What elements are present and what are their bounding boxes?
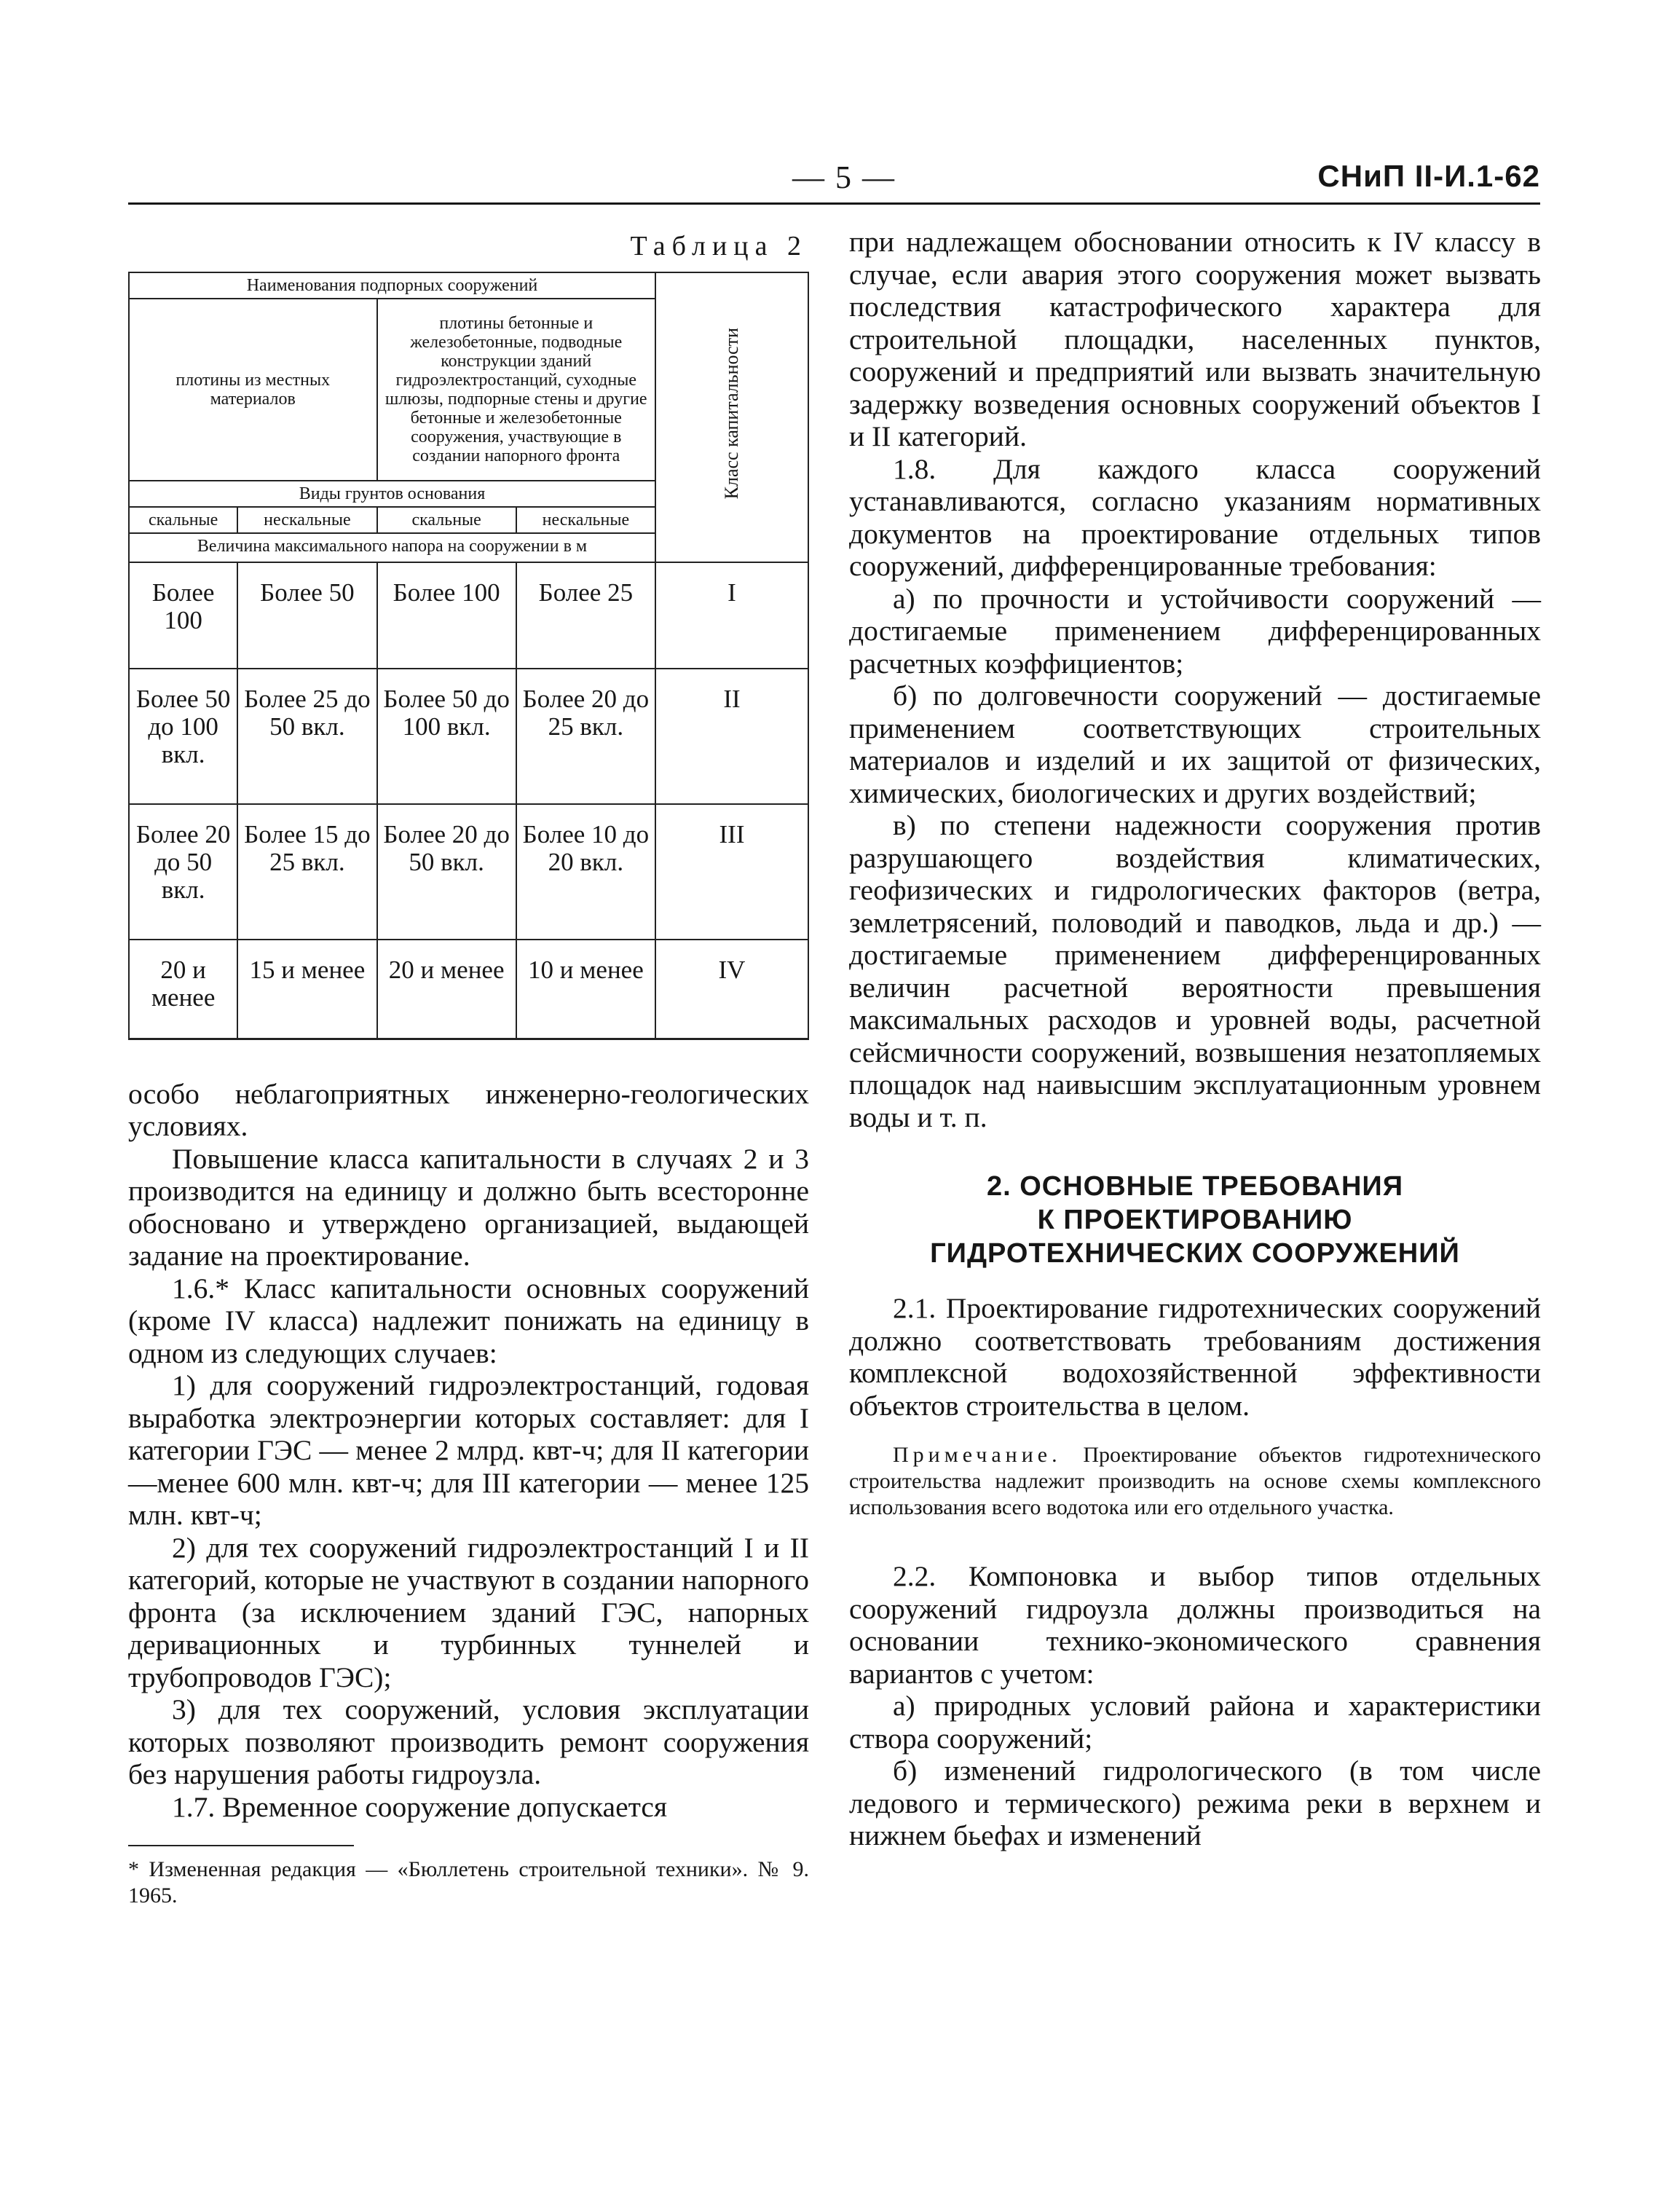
table-row — [129, 804, 808, 940]
right-column — [849, 226, 1541, 1852]
right-paragraph-5: в) по степени надежности сооружения против разрушающего воздействия климатических, геофизических и гидрологических факторов (ветра, землетрясений, половодий и паводков, льда и др.) — достигаемые применением дифференцированных величин расчетной вероятности превышения максимальных расходов и уровней воды, расчетной сейсмичности сооружений, возвышения незатопляемых площадок над наивысшим эксплуатационным уровнем воды и т. п. — [849, 809, 1541, 1133]
head-class: Класс капитальности — [721, 328, 742, 500]
cell: 10 и менее — [516, 940, 655, 1039]
class-cell: IV — [655, 940, 808, 1039]
header-rule — [128, 202, 1540, 205]
soil-type: нескальные — [237, 507, 376, 533]
left-column — [128, 226, 809, 1909]
left-paragraph-2: Повышение класса капитальности в случаях 2 и 3 производится на единицу и должно быть всесторонне обосновано и утверждено организацией, выдающей задание на проектирование. — [128, 1142, 809, 1272]
left-paragraph-7: 1.7. Временное сооружение допускается — [172, 1790, 668, 1823]
left-paragraph-1: особо неблагоприятных инженерно-геологических условиях. — [128, 1077, 809, 1142]
cell: 20 и менее — [377, 940, 516, 1039]
head-pressure: Величина максимального напора на сооружении в м — [129, 533, 655, 562]
table-2 — [128, 272, 809, 1040]
cell: 20 и менее — [129, 940, 237, 1039]
table-row — [129, 940, 808, 1039]
soil-type: нескальные — [516, 507, 655, 533]
cell: Более 10 до 20 вкл. — [516, 804, 655, 940]
right-paragraph-7: 2.2. Компоновка и выбор типов отдельных сооружений гидроузла должны производиться на основании технико-экономического сравнения вариантов с учетом: — [849, 1560, 1541, 1690]
left-paragraph-5: 2) для тех сооружений гидроэлектростанций I и II категорий, которые не участвуют в создании напорного фронта (за исключением зданий ГЭС, напорных деривационных и турбинных туннелей и трубопроводов ГЭС); — [128, 1531, 809, 1693]
left-paragraph-3: 1.6.* Класс капитальности основных сооружений (кроме IV класса) надлежит понижать на единицу в одном из следующих случаев: — [128, 1272, 809, 1369]
footnote-rule — [128, 1845, 354, 1846]
table-row — [129, 669, 808, 804]
cell: Более 25 — [516, 562, 655, 669]
right-paragraph-2: 1.8. Для каждого класса сооружений устанавливаются, согласно указаниям нормативных документов на проектирование отдельных типов сооружений, дифференцированные требования: — [849, 452, 1541, 582]
section-title-line: 2. ОСНОВНЫЕ ТРЕБОВАНИЯ — [986, 1171, 1404, 1202]
right-paragraph-8: а) природных условий района и характеристики створа сооружений; — [849, 1690, 1541, 1755]
head-soils: Виды грунтов основания — [129, 481, 655, 507]
document-code: СНиП II-И.1-62 — [1317, 159, 1540, 193]
class-cell: III — [655, 804, 808, 940]
section-title-line: ГИДРОТЕХНИЧЕСКИХ СООРУЖЕНИЙ — [930, 1238, 1460, 1269]
page-number: — 5 — — [792, 160, 896, 195]
footnote: * Измененная редакция — «Бюллетень строительной техники». № 9. 1965. — [128, 1857, 809, 1908]
cell: Более 15 до 25 вкл. — [237, 804, 376, 940]
class-cell: I — [655, 562, 808, 669]
left-paragraph-6: 3) для тех сооружений, условия эксплуатации которых позволяют производить ремонт сооружения без нарушения работы гидроузла. — [128, 1693, 809, 1790]
note-text: Проектирование объектов гидротехнического строительства надлежит производить на основе схемы комплексного использования всего водотока или его отдельного участка. — [849, 1443, 1541, 1519]
cell: Более 100 — [129, 562, 237, 669]
cell: Более 50 — [237, 562, 376, 669]
right-paragraph-1: при надлежащем обосновании относить к IV классу в случае, если авария этого сооружения может вызвать последствия катастрофического характера для строительной площадки, населенных пунктов, сооружений и предприятий или вызвать значительную задержку возведения основных сооружений объектов I и II категорий. — [849, 226, 1541, 452]
class-cell: II — [655, 669, 808, 804]
right-paragraph-9: б) изменений гидрологического (в том числе ледового и термического) режима реки в верхнем и нижнем бьефах и изменений — [849, 1755, 1541, 1851]
note — [849, 1442, 1541, 1521]
cell: Более 50 до 100 вкл. — [129, 669, 237, 804]
section-title — [849, 1170, 1541, 1270]
head-dams-concrete: плотины бетонные и железобетонные, подводные конструкции зданий гидроэлектростанций, суходные шлюзы, подпорные стены и другие бетонные и железобетонные сооружения, участвующие в создании напорного фронта — [377, 299, 656, 481]
right-paragraph-6: 2.1. Проектирование гидротехнических сооружений должно соответствовать требованиям достижения комплексной водохозяйственной эффективности объектов строительства в целом. — [849, 1292, 1541, 1422]
soil-type: скальные — [377, 507, 516, 533]
table-caption: Таблица 2 — [630, 231, 808, 261]
right-paragraph-3: а) по прочности и устойчивости сооружений — достигаемые применением дифференцированных расчетных коэффициентов; — [849, 582, 1541, 680]
head-class-cell — [655, 272, 808, 562]
cell: 15 и менее — [237, 940, 376, 1039]
head-dams-local: плотины из местных материалов — [129, 299, 377, 481]
table-row — [129, 562, 808, 669]
cell: Более 20 до 50 вкл. — [377, 804, 516, 940]
soil-type: скальные — [129, 507, 237, 533]
cell: Более 50 до 100 вкл. — [377, 669, 516, 804]
cell: Более 20 до 25 вкл. — [516, 669, 655, 804]
head-names: Наименования подпорных сооружений — [129, 272, 655, 299]
cell: Более 20 до 50 вкл. — [129, 804, 237, 940]
note-label: Примечание. — [893, 1443, 1062, 1467]
cell: Более 25 до 50 вкл. — [237, 669, 376, 804]
right-paragraph-4: б) по долговечности сооружений — достигаемые применением соответствующих строительных материалов и изделий и их защитой от физических, химических, биологических и других воздействий; — [849, 680, 1541, 809]
left-paragraph-4: 1) для сооружений гидроэлектростанций, годовая выработка электроэнергии которых составляет: для I категории ГЭС — менее 2 млрд. квт-ч; для II категории—менее 600 млн. квт-ч; для III категории — менее 125 млн. квт-ч; — [128, 1369, 809, 1531]
cell: Более 100 — [377, 562, 516, 669]
section-title-line: К ПРОЕКТИРОВАНИЮ — [1037, 1205, 1353, 1235]
